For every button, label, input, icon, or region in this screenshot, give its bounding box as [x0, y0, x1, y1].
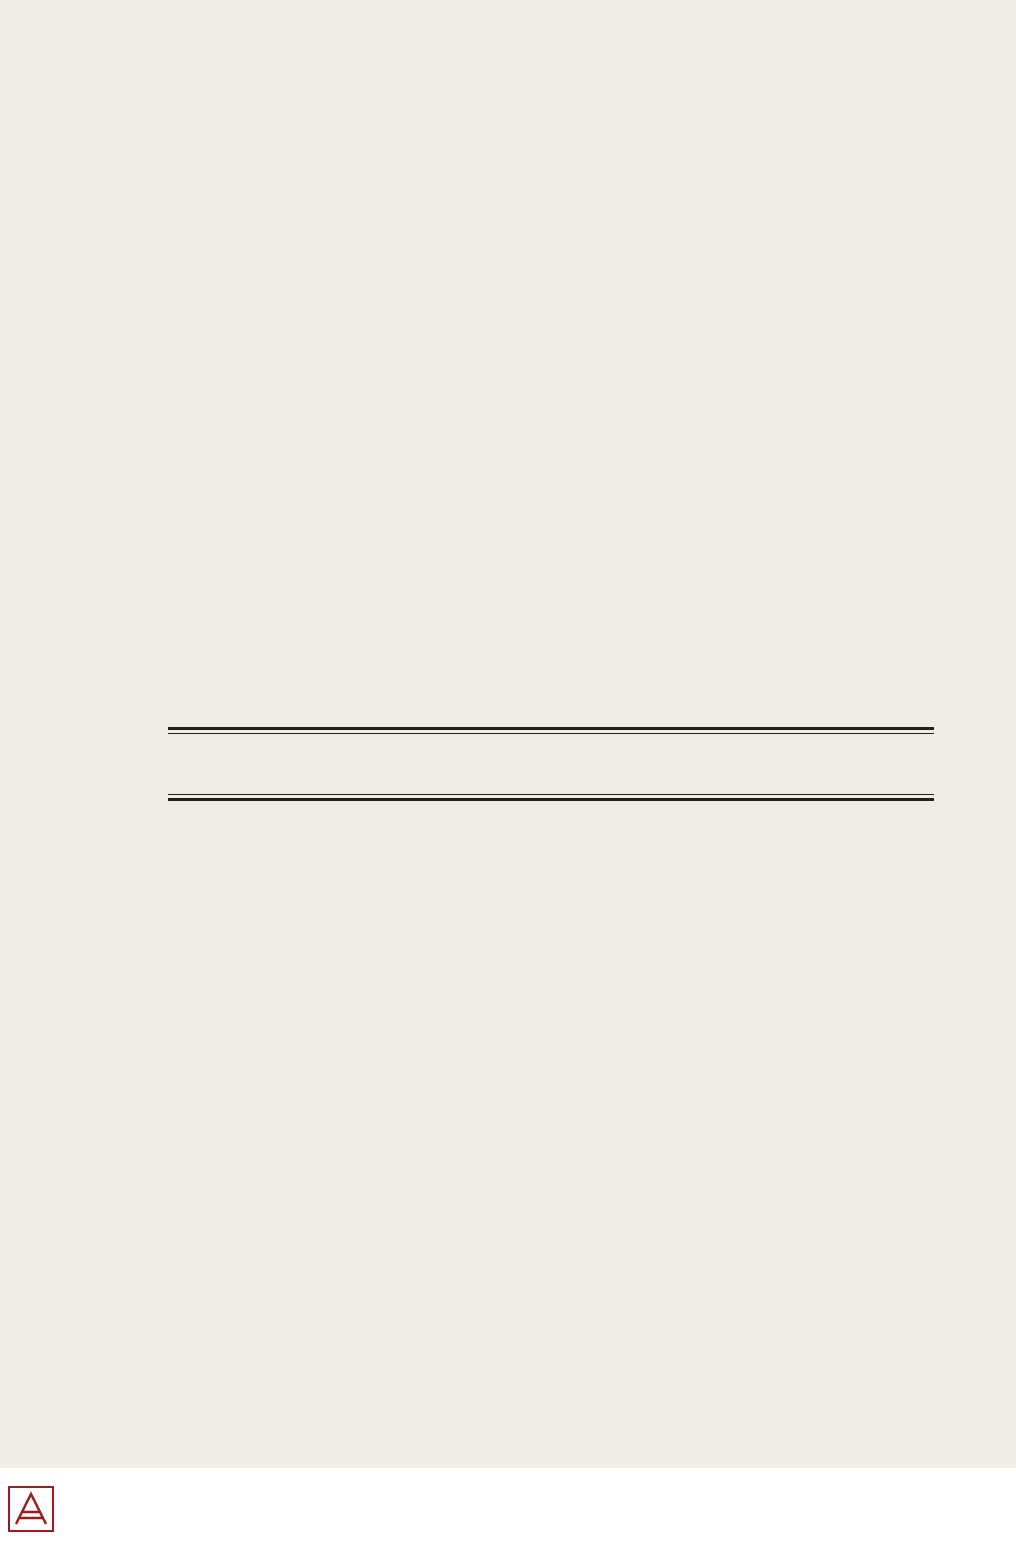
headline-rule-top-thin [168, 733, 934, 734]
headline-rule-top-thick [168, 727, 934, 730]
headline-rule-bottom-thin [168, 794, 934, 795]
headline-rule-bottom-thick [168, 798, 934, 801]
left-column [168, 812, 530, 854]
university-seal-icon [8, 1486, 54, 1532]
viewer-footer [0, 1468, 1016, 1549]
article-title [168, 814, 530, 854]
